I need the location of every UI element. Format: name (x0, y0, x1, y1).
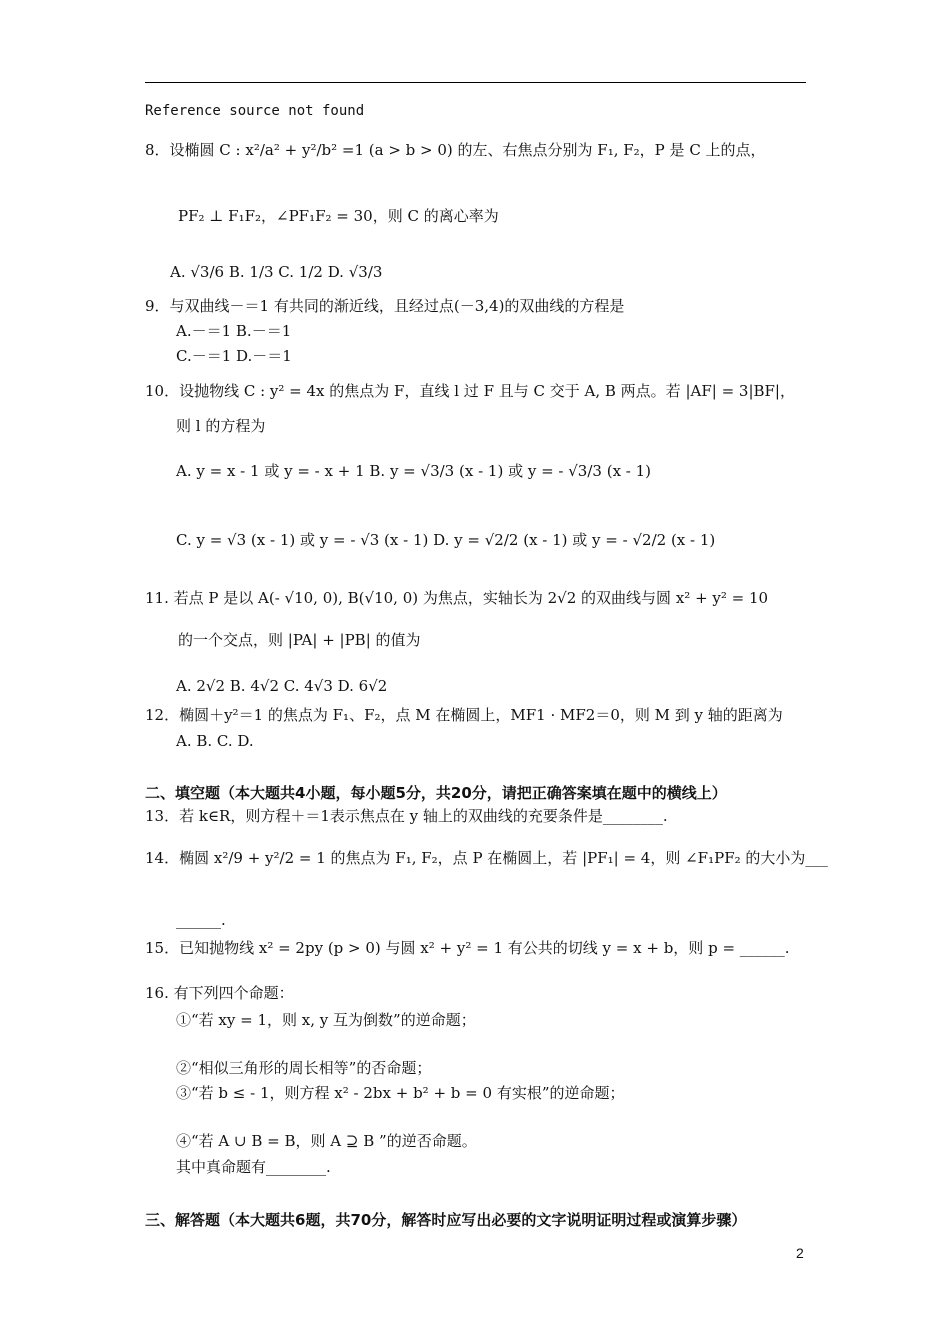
reference-error-text: Reference source not found (145, 103, 365, 119)
text-line: C.－＝1 D.－＝1 (176, 347, 292, 365)
text-line: ①“若 xy = 1，则 x, y 互为倒数”的逆命题； (176, 1011, 476, 1029)
text-line: 11. 若点 P 是以 A(- √10, 0), B(√10, 0) 为焦点，实轴长为 2√2 的双曲线与圆 x² + y² = 10 (145, 589, 769, 607)
text-line: 二、填空题（本大题共4小题，每小题5分，共20分，请把正确答案填在题中的横线上） (145, 784, 727, 802)
text-line: 三、解答题（本大题共6题，共70分，解答时应写出必要的文字说明证明过程或演算步骤） (145, 1211, 747, 1229)
text-line: 13．若 k∈R，则方程＋＝1表示焦点在 y 轴上的双曲线的充要条件是________. (145, 807, 668, 825)
text-line: A. 2√2 B. 4√2 C. 4√3 D. 6√2 (176, 677, 388, 695)
text-line: ③“若 b ≤ - 1，则方程 x² - 2bx + b² + b = 0 有实根”的逆命题； (176, 1084, 625, 1102)
text-line: A. y = x - 1 或 y = - x + 1 B. y = √3/3 (x - 1) 或 y = - √3/3 (x - 1) (176, 462, 652, 480)
text-line: 15．已知抛物线 x² = 2py (p > 0) 与圆 x² + y² = 1 有公共的切线 y = x + b，则 p = ______. (145, 939, 790, 957)
text-line: 12．椭圆＋y²＝1 的焦点为 F₁、F₂，点 M 在椭圆上，MF1 · MF2＝0，则 M 到 y 轴的距离为 (145, 706, 783, 724)
text-line: A.－＝1 B.－＝1 (176, 322, 292, 340)
text-line: 8．设椭圆 C : x²/a² + y²/b² =1 (a > b > 0) 的左、右焦点分别为 F₁, F₂，P 是 C 上的点， (145, 141, 766, 159)
text-line: ______. (176, 911, 226, 929)
text-line: 其中真命题有________. (176, 1158, 331, 1176)
text-line: 则 l 的方程为 (176, 417, 266, 435)
text-line: ②“相似三角形的周长相等”的否命题； (176, 1059, 432, 1077)
text-line: 的一个交点，则 |PA| + |PB| 的值为 (178, 631, 421, 649)
text-line: PF₂ ⊥ F₁F₂，∠PF₁F₂ = 30，则 C 的离心率为 (178, 207, 499, 225)
text-line: 10．设抛物线 C : y² = 4x 的焦点为 F，直线 l 过 F 且与 C 交于 A, B 两点。若 |AF| = 3|BF|， (145, 382, 795, 400)
text-line: ④“若 A ∪ B = B，则 A ⊇ B ”的逆否命题。 (176, 1132, 477, 1150)
text-line: C. y = √3 (x - 1) 或 y = - √3 (x - 1) D. y = √2/2 (x - 1) 或 y = - √2/2 (x - 1) (176, 531, 716, 549)
text-line: 14．椭圆 x²/9 + y²/2 = 1 的焦点为 F₁, F₂，点 P 在椭圆上，若 |PF₁| = 4，则 ∠F₁PF₂ 的大小为___ (145, 849, 828, 867)
text-line: 9．与双曲线－＝1 有共同的渐近线，且经过点(－3,4)的双曲线的方程是 (145, 297, 625, 315)
text-line: A. B. C. D. (176, 732, 254, 750)
page-number: 2 (796, 1245, 804, 1261)
header-rule (145, 82, 806, 83)
text-line: A. √3/6 B. 1/3 C. 1/2 D. √3/3 (170, 263, 383, 281)
text-line: 16. 有下列四个命题： (145, 984, 294, 1002)
